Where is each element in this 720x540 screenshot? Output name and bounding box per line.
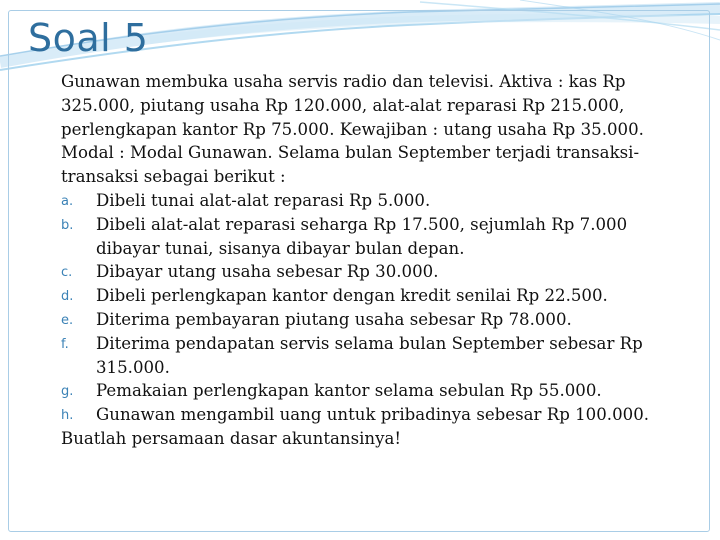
list-item-text: Diterima pembayaran piutang usaha sebesar Rp 78.000. <box>96 309 572 329</box>
list-item <box>61 284 681 308</box>
problem-intro: Gunawan membuka usaha servis radio dan televisi. Aktiva : kas Rp 325.000, piutang usaha Rp 120.000, alat-alat reparasi Rp 215.000, perlengkapan kantor Rp 75.000. Kewajiban : utang usaha Rp 35.000. Modal : Modal Gunawan. Selama bulan September terjadi transaksi-transaksi sebagai berikut : <box>61 72 644 187</box>
list-item <box>61 379 681 403</box>
list-item <box>61 260 681 284</box>
list-marker: a. <box>61 193 74 209</box>
list-item <box>61 213 681 261</box>
list-marker: g. <box>61 384 74 400</box>
list-item-text: Pemakaian perlengkapan kantor selama sebulan Rp 55.000. <box>96 381 602 401</box>
list-marker: e. <box>61 312 74 328</box>
list-item-text: Dibayar utang usaha sebesar Rp 30.000. <box>96 262 439 282</box>
slide-title: Soal 5 <box>28 16 149 60</box>
list-marker: b. <box>61 217 74 233</box>
list-marker: f. <box>61 336 69 352</box>
list-item-text: Gunawan mengambil uang untuk pribadinya sebesar Rp 100.000. <box>96 405 650 425</box>
list-marker: h. <box>61 408 74 424</box>
list-item-text: Dibeli perlengkapan kantor dengan kredit senilai Rp 22.500. <box>96 286 608 306</box>
list-item <box>61 189 681 213</box>
problem-instruction: Buatlah persamaan dasar akuntansinya! <box>61 428 402 448</box>
transaction-list <box>61 189 681 427</box>
list-marker: d. <box>61 289 74 305</box>
list-item <box>61 308 681 332</box>
list-item <box>61 332 681 380</box>
list-item-text: Dibeli alat-alat reparasi seharga Rp 17.500, sejumlah Rp 7.000 dibayar tunai, sisanya dibayar bulan depan. <box>96 214 628 258</box>
list-item-text: Diterima pendapatan servis selama bulan September sebesar Rp 315.000. <box>96 333 643 377</box>
list-item <box>61 403 681 427</box>
list-marker: c. <box>61 265 73 281</box>
slide-body <box>61 70 681 451</box>
list-item-text: Dibeli tunai alat-alat reparasi Rp 5.000. <box>96 190 431 210</box>
